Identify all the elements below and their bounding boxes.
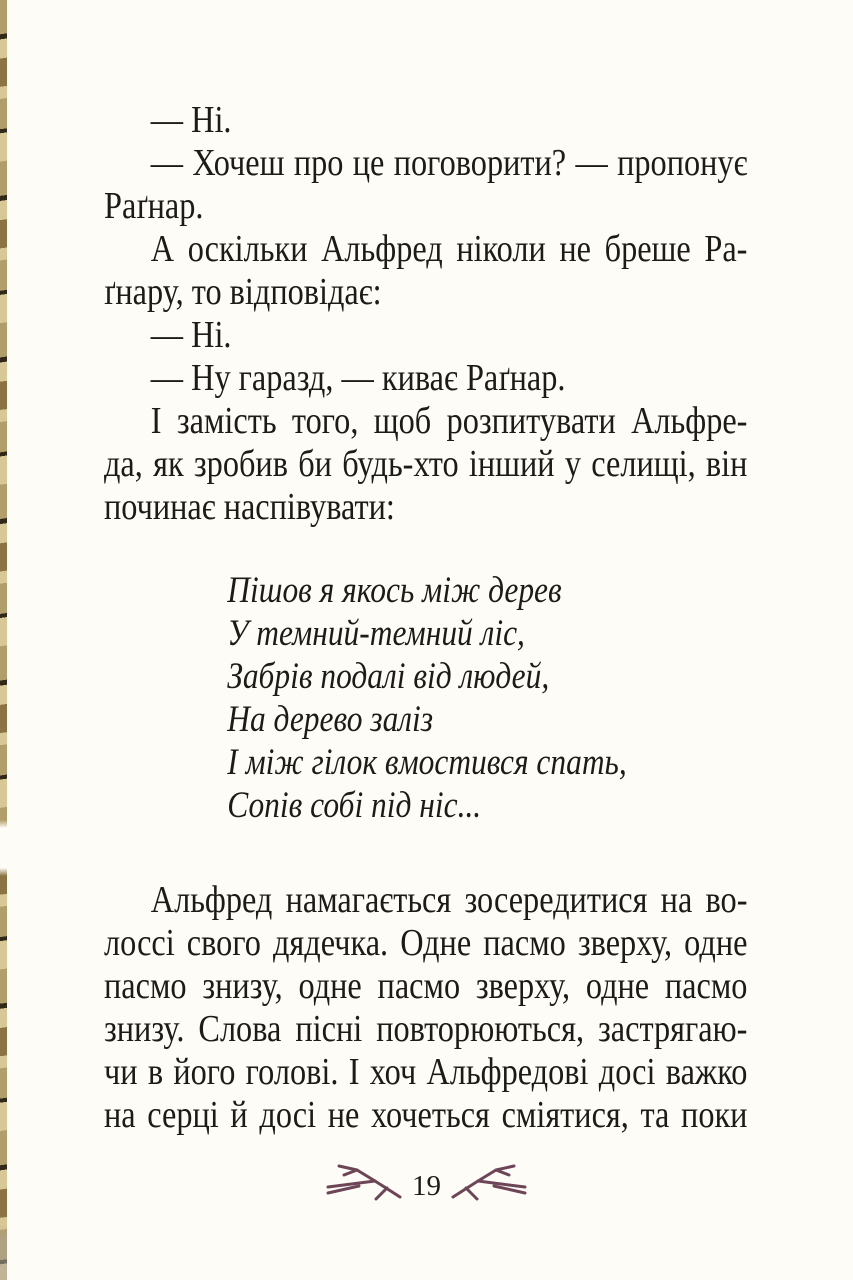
verse-line: На дерево заліз xyxy=(227,699,434,740)
text-line: починає наспівувати: xyxy=(104,486,395,528)
text-line: да, як зробив би будь-хто інший у селищі, він xyxy=(104,443,748,485)
text-line: — Ні. xyxy=(150,99,232,141)
text-column xyxy=(104,99,747,1137)
page-number: 19 xyxy=(412,1170,441,1202)
verse-line: І між гілок вмостився спать, xyxy=(227,742,627,783)
verse-line: У темний-темний ліс, xyxy=(227,613,525,654)
text-line: на серці й досі не хочеться сміятися, та поки xyxy=(104,1094,748,1136)
verse-line: Пішов я якось між дерев xyxy=(227,570,562,611)
text-line: чи в його голові. І хоч Альфредові досі важко xyxy=(104,1051,748,1093)
text-line: А оскільки Альфред ніколи не бреше Ра- xyxy=(150,228,748,270)
text-line: Альфред намагається зосередитися на во- xyxy=(150,879,748,921)
text-line: — Хочеш про це поговорити? — пропонує xyxy=(150,142,748,184)
text-line: Раґнар. xyxy=(104,185,204,227)
text-line: пасмо знизу, одне пасмо зверху, одне пасмо xyxy=(104,965,748,1007)
text-line: — Ні. xyxy=(150,314,232,356)
text-line: ґнару, то відповідає: xyxy=(104,271,382,313)
text-flow xyxy=(104,99,747,1137)
twig-ornament-right-icon xyxy=(450,1161,528,1203)
page-edge-texture xyxy=(0,0,7,1280)
page-footer xyxy=(0,1156,853,1208)
text-line: знизу. Слова пісні повторюються, застрягаю- xyxy=(104,1008,748,1050)
verse-line: Забрів подалі від людей, xyxy=(227,656,550,697)
text-line: — Ну гаразд, — киває Раґнар. xyxy=(150,357,566,399)
text-line: лоссі свого дядечка. Одне пасмо зверху, одне xyxy=(104,922,748,964)
twig-ornament-left-icon xyxy=(325,1161,403,1203)
text-line: І замість того, щоб розпитувати Альфре- xyxy=(150,400,748,442)
verse-line: Сопів собі під ніс... xyxy=(227,785,482,826)
